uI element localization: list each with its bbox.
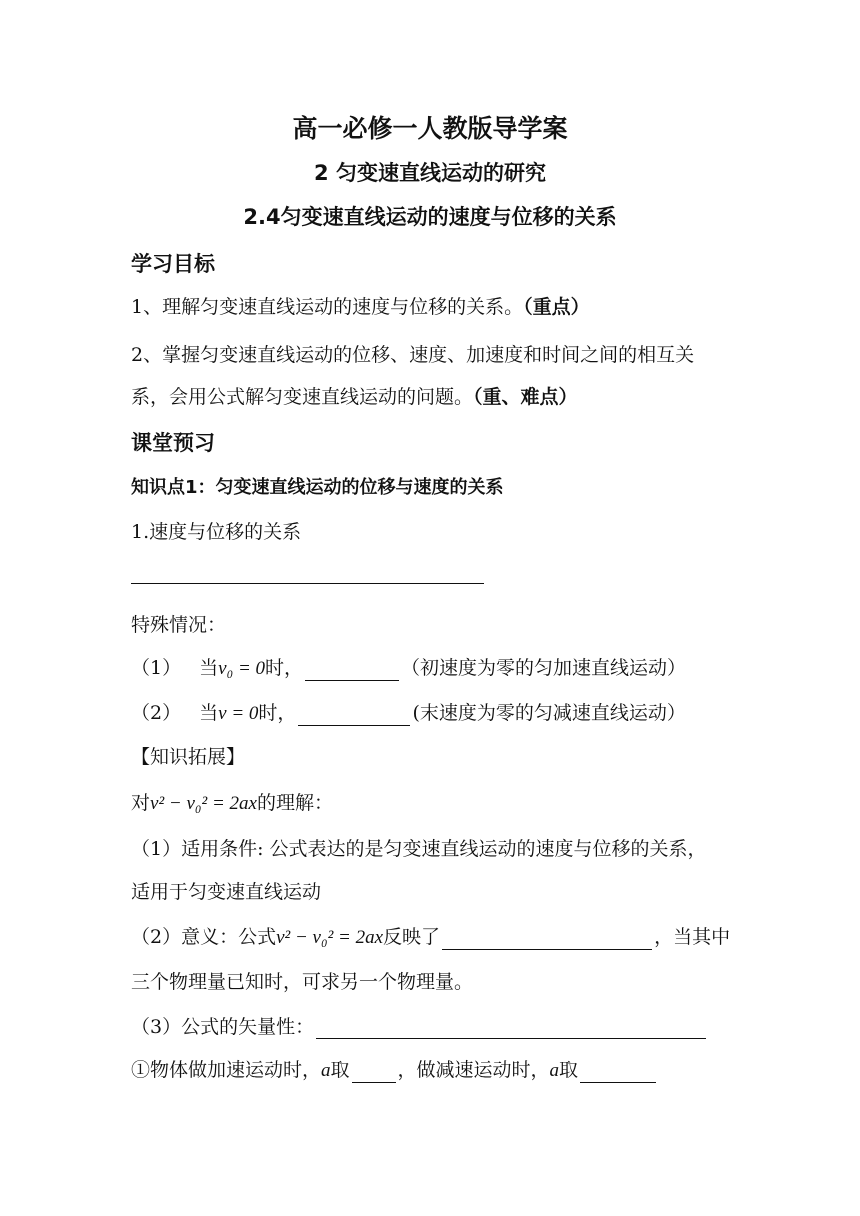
knowledge-point-title: 知识点1：匀变速直线运动的位移与速度的关系: [131, 477, 504, 498]
paragraph-4-blank-2[interactable]: [580, 1062, 656, 1083]
formula-suffix: 的理解：: [256, 792, 333, 814]
case-1-math: v₀ = 0: [218, 658, 266, 679]
paragraph-4-a2: a: [549, 1060, 560, 1081]
case-1-number: （1）: [131, 657, 182, 679]
goal-item-2-line2: [131, 385, 578, 409]
special-cases-label: 特殊情况：: [131, 614, 227, 636]
paragraph-2-line1: [131, 925, 730, 950]
paragraph-2-mid: 反映了: [383, 926, 441, 948]
case-1-note: （初速度为零的匀加速直线运动）: [401, 657, 687, 679]
paragraph-2-prefix: （2）意义：公式: [131, 926, 277, 948]
special-case-1: [131, 656, 686, 681]
formula-line: [131, 791, 333, 816]
chapter-title: 2 匀变速直线运动的研究: [314, 161, 546, 185]
paragraph-4-prefix: ①物体做加速运动时，: [131, 1059, 322, 1081]
paragraph-2-suffix: ，当其中: [654, 926, 731, 948]
section-title: 2.4匀变速直线运动的速度与位移的关系: [243, 205, 617, 229]
paragraph-4-take1: 取: [330, 1059, 350, 1081]
goals-heading: 学习目标: [131, 252, 215, 276]
case-2-number: （2）: [131, 702, 182, 724]
special-case-2: [131, 701, 686, 726]
case-2-mid: 时，: [258, 702, 297, 724]
goal-item-1-tag: （重点）: [523, 296, 590, 318]
formula-prefix: 对: [131, 792, 151, 814]
paragraph-4-take2: 取: [559, 1059, 579, 1081]
paragraph-3-text: （3）公式的矢量性：: [131, 1016, 315, 1038]
formula: v² − v₀² = 2ax: [150, 793, 257, 814]
goal-item-1: [131, 295, 590, 319]
paragraph-2-line2: 三个物理量已知时，可求另一个物理量。: [131, 971, 474, 993]
paragraph-1-line1: （1）适用条件: 公式表达的是匀变速直线运动的速度与位移的关系，: [131, 838, 707, 860]
goal-item-2-tag: （重、难点）: [473, 386, 578, 408]
paragraph-2-blank[interactable]: [442, 929, 652, 950]
case-2-math: v = 0: [218, 703, 259, 724]
question-1: 1.速度与位移的关系: [131, 521, 302, 543]
case-1-mid: 时，: [265, 657, 304, 679]
goal-item-2-text: 系，会用公式解匀变速直线运动的问题。: [131, 386, 474, 408]
case-2-blank[interactable]: [298, 705, 410, 726]
case-2-prefix: 当: [199, 702, 219, 724]
case-1-blank[interactable]: [305, 660, 399, 681]
knowledge-extension-heading: 【知识拓展】: [131, 746, 246, 768]
document-title: 高一必修一人教版导学案: [292, 114, 568, 143]
paragraph-2-formula: v² − v₀² = 2ax: [276, 927, 384, 948]
goal-item-2-line1: 2、掌握匀变速直线运动的位移、速度、加速度和时间之间的相互关: [131, 344, 695, 366]
goal-item-1-text: 1、理解匀变速直线运动的速度与位移的关系。: [131, 296, 524, 318]
preview-heading: 课堂预习: [131, 431, 215, 455]
paragraph-4-blank-1[interactable]: [352, 1062, 396, 1083]
paragraph-4-a1: a: [321, 1060, 331, 1081]
paragraph-3: [131, 1015, 708, 1039]
case-2-note: (末速度为零的匀减速直线运动）: [412, 702, 686, 724]
answer-line[interactable]: [131, 583, 484, 584]
paragraph-1-line2: 适用于匀变速直线运动: [131, 881, 322, 903]
paragraph-3-blank[interactable]: [316, 1018, 706, 1039]
paragraph-4-mid: ，做减速运动时，: [397, 1059, 550, 1081]
paragraph-4: [131, 1058, 658, 1083]
case-1-prefix: 当: [199, 657, 219, 679]
